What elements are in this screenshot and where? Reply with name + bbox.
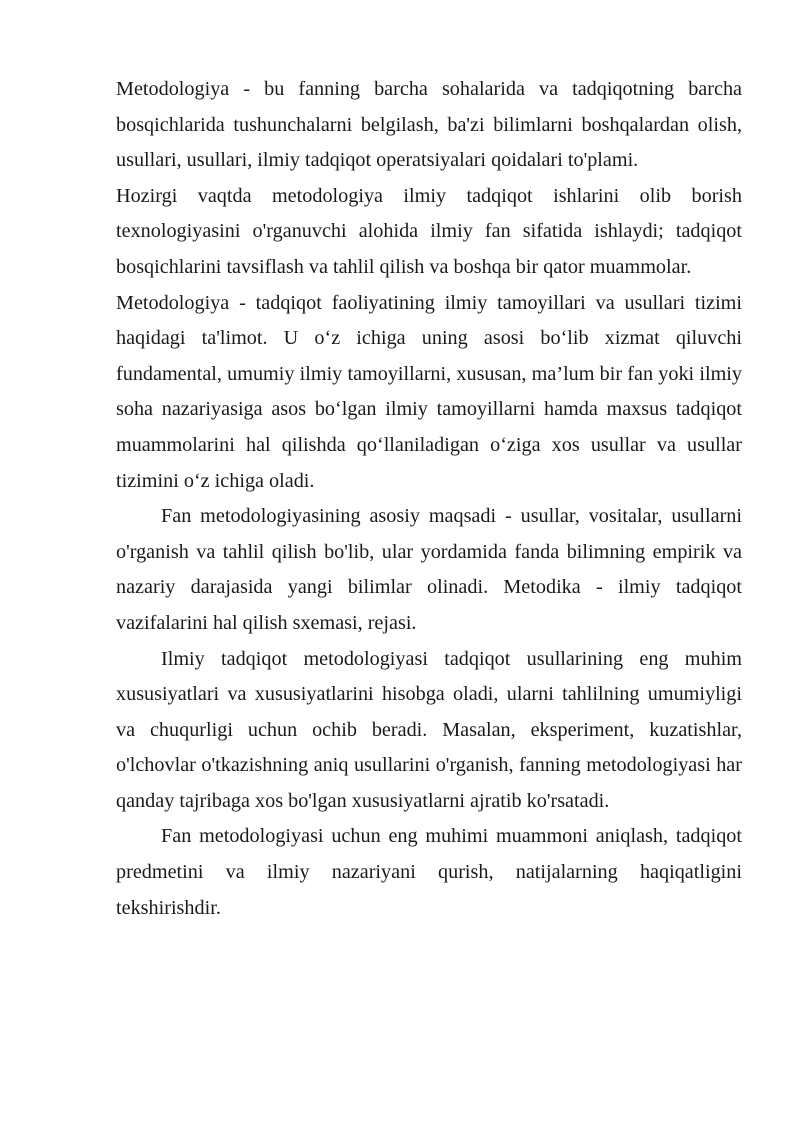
paragraph-research-methodology: Ilmiy tadqiqot metodologiyasi tadqiqot usullarining eng muhim xususiyatlari va xususiyatlarini hisobga oladi, ularni tahlilning umumiyligi va chuqurligi uchun ochib beradi. Masalan, eksperiment, kuzatishlar, o'lchovlar o'tkazishning aniq usullarini o'rganish, fanning metodologiyasi har qanday tajribaga xos bo'lgan xususiyatlarni ajratib ko'rsatadi. (116, 647, 742, 812)
paragraph-main-goal: Fan metodologiyasining asosiy maqsadi - usullar, vositalar, usullarni o'rganish va tahlil qilish bo'lib, ular yordamida fanda bilimning empirik va nazariy darajasida yangi bilimlar olinadi. Metodika - ilmiy tadqiqot vazifalarini hal qilish sxemasi, rejasi. (116, 505, 742, 634)
paragraph-metodologiya-definition: Metodologiya - bu fanning barcha sohalarida va tadqiqotning barcha bosqichlarida tushunchalarni belgilash, ba'zi bilimlarni boshqalardan olish, usullari, usullari, ilmiy tadqiqot operatsiyalari qoidalari to'plami. (116, 78, 742, 172)
paragraph-most-important: Fan metodologiyasi uchun eng muhimi muammoni aniqlash, tadqiqot predmetini va ilmiy nazariyani qurish, natijalarning haqiqatligini tekshirishdir. (116, 825, 742, 919)
paragraph-current-methodology: Hozirgi vaqtda metodologiya ilmiy tadqiqot ishlarini olib borish texnologiyasini o'rganuvchi alohida ilmiy fan sifatida ishlaydi; tadqiqot bosqichlarini tavsiflash va tahlil qilish va boshqa bir qator muammolar. (116, 184, 742, 278)
paragraph-research-principles: Metodologiya - tadqiqot faoliyatining ilmiy tamoyillari va usullari tizimi haqidagi ta'limot. U o‘z ichiga uning asosi bo‘lib xizmat qiluvchi fundamental, umumiy ilmiy tamoyillarni, xususan, ma’lum bir fan yoki ilmiy soha nazariyasiga asos bo‘lgan ilmiy tamoyillarni hamda maxsus tadqiqot muammolarini hal qilishda qo‘llaniladigan o‘ziga xos usullar va usullar tizimini o‘z ichiga oladi. (116, 291, 742, 492)
